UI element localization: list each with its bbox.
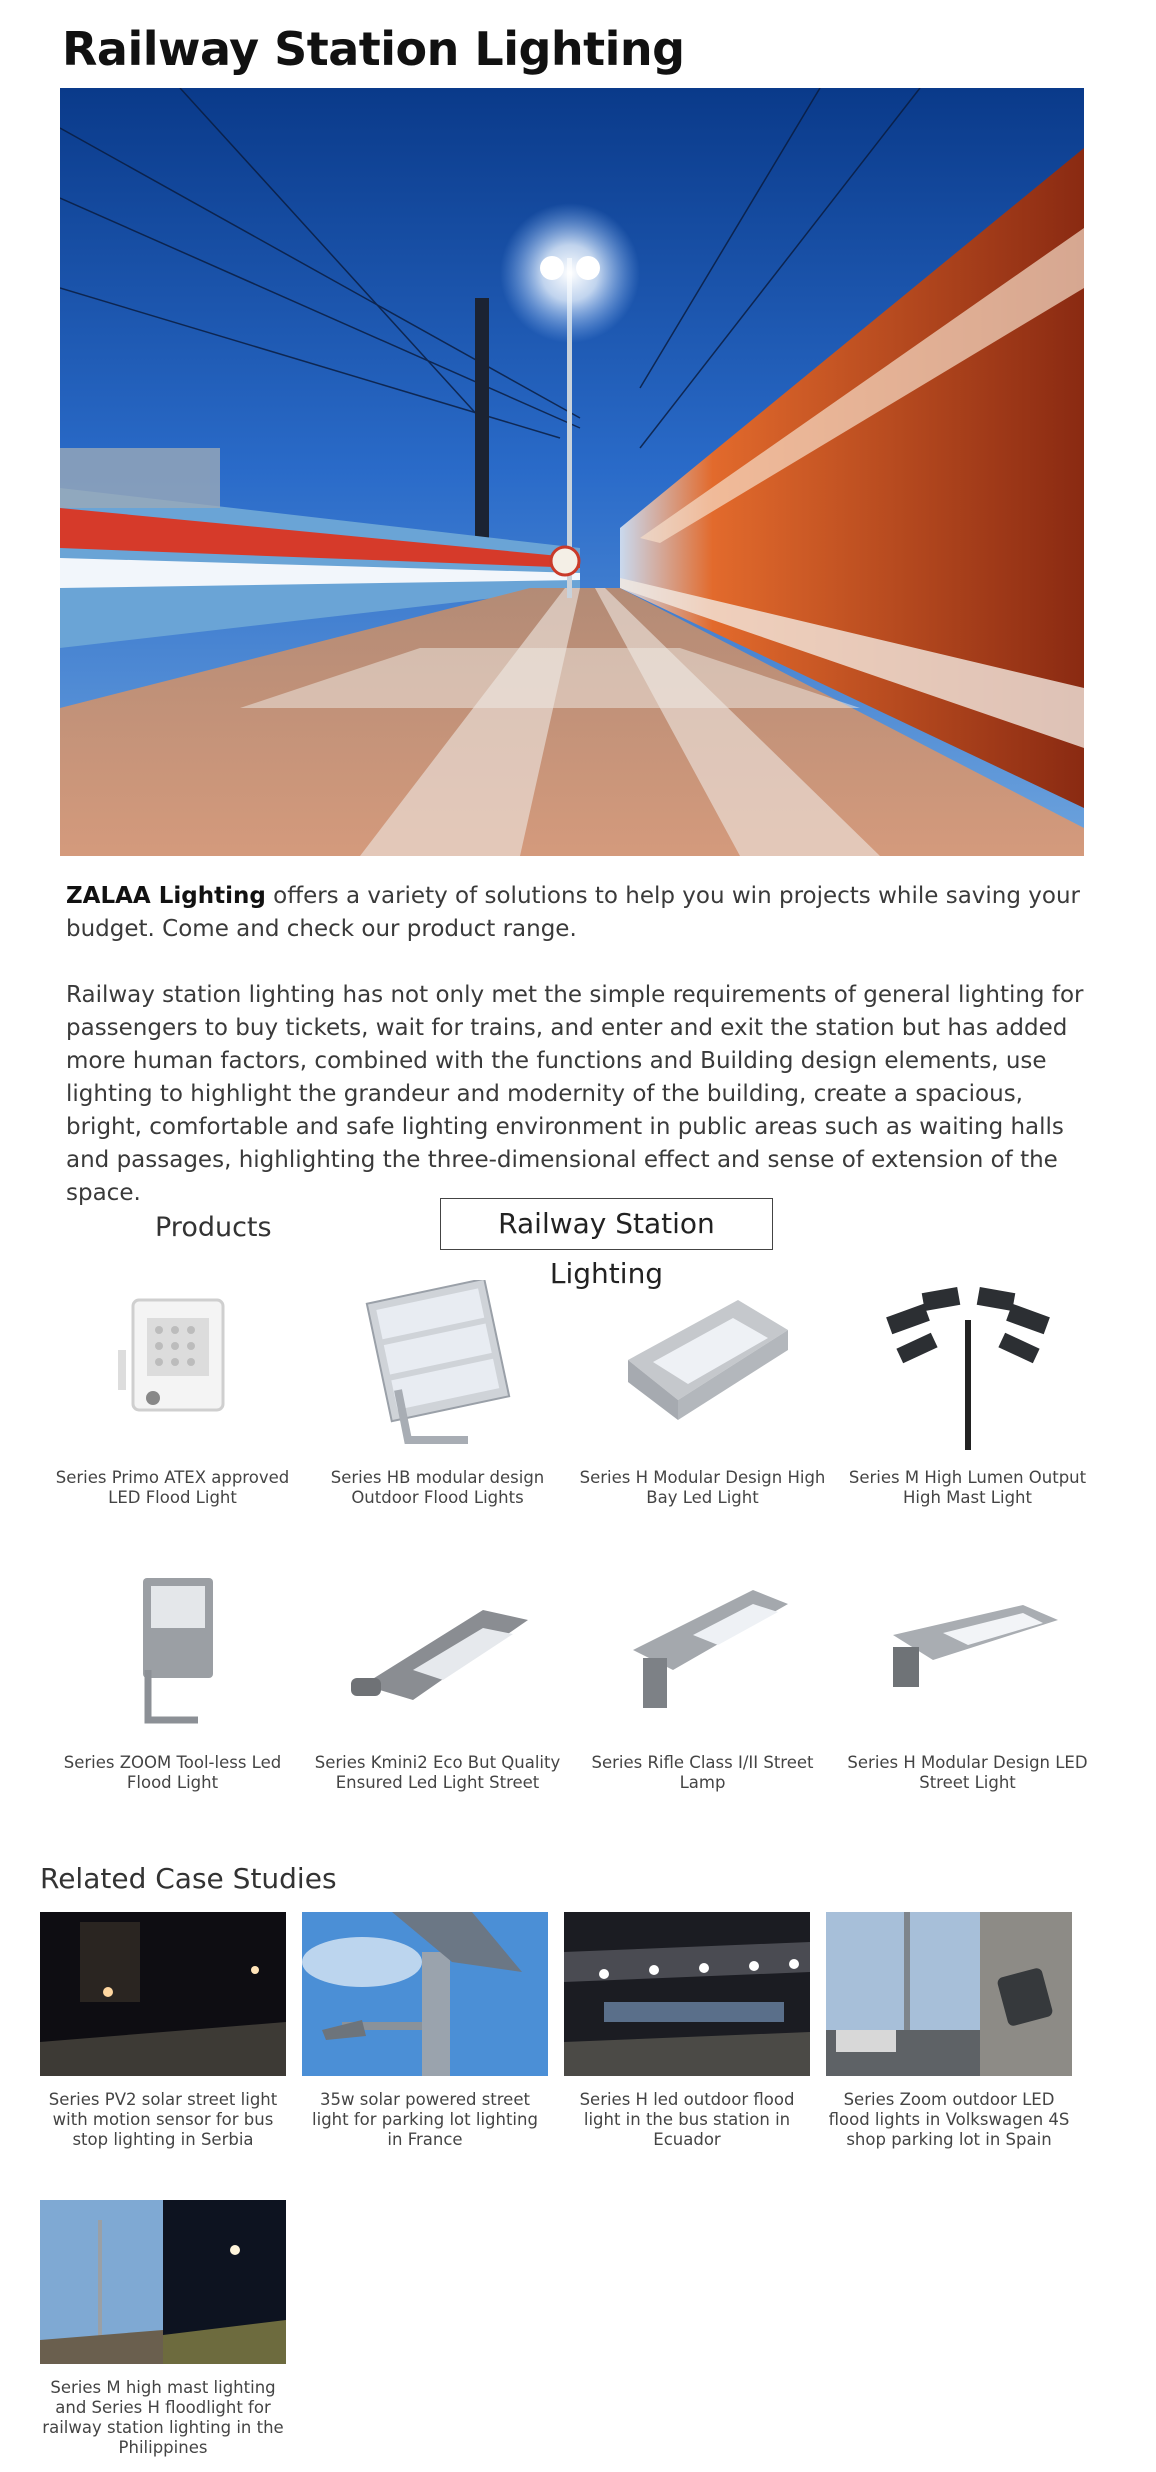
intro-text [66,880,1106,1210]
product-name[interactable]: Series Kmini2 Eco But Quality Ensured Led Light Street [314,1753,561,1792]
tab-railway-station-lighting[interactable]: Railway Station Lighting [440,1198,773,1250]
product-card[interactable] [835,1555,1100,1793]
product-card[interactable] [305,1555,570,1793]
product-name[interactable]: Series M High Lumen Output High Mast Light [848,1468,1087,1507]
rifle-street-lamp-icon[interactable] [570,1555,835,1745]
modular-flood-light-icon[interactable] [305,1270,570,1460]
product-row-1 [40,1270,1100,1508]
case-photo-ecuador[interactable] [564,1912,810,2076]
case-study-row-2 [40,2200,302,2458]
case-study-title[interactable]: Series H led outdoor flood light in the bus station in Ecuador [579,2090,795,2149]
product-name[interactable]: Series ZOOM Tool-less Led Flood Light [63,1753,282,1792]
intro-lead-text: offers a variety of solutions to help you win projects while saving your budget. Come and check our product range. [66,883,1080,942]
case-study-card[interactable] [40,1912,302,2150]
product-name[interactable]: Series Rifle Class I/II Street Lamp [591,1753,814,1792]
modular-street-light-icon[interactable] [835,1555,1100,1745]
case-study-row-1 [40,1912,1088,2150]
product-card[interactable] [835,1270,1100,1508]
case-study-card[interactable] [302,1912,564,2150]
product-row-2 [40,1555,1100,1793]
case-studies-heading: Related Case Studies [40,1862,337,1895]
case-study-title[interactable]: 35w solar powered street light for parking lot lighting in France [312,2090,538,2149]
case-photo-philippines[interactable] [40,2200,286,2364]
case-photo-serbia[interactable] [40,1912,286,2076]
page-title: Railway Station Lighting [62,22,685,76]
case-photo-spain[interactable] [826,1912,1072,2076]
case-study-card[interactable] [40,2200,302,2458]
street-light-icon[interactable] [305,1555,570,1745]
product-card[interactable] [570,1555,835,1793]
product-card[interactable] [305,1270,570,1508]
product-card[interactable] [40,1270,305,1508]
products-heading: Products [155,1212,272,1243]
product-name[interactable]: Series H Modular Design High Bay Led Light [579,1468,826,1507]
product-name[interactable]: Series H Modular Design LED Street Light [847,1753,1088,1792]
intro-description: Railway station lighting has not only met the simple requirements of general lighting for passengers to buy tickets, wait for trains, and enter and exit the station but has added more human factors, combined with the functions and Building design elements, use lighting to highlight the grandeur and modernity of the building, create a spacious, bright, comfortable and safe lighting environment in public areas such as waiting halls and passages, highlighting the three-dimensional effect and sense of extension of the space. [66,982,1084,1206]
zoom-flood-light-icon[interactable] [40,1555,305,1745]
product-card[interactable] [570,1270,835,1508]
product-name[interactable]: Series Primo ATEX approved LED Flood Light [55,1468,290,1507]
case-study-card[interactable] [564,1912,826,2150]
case-study-card[interactable] [826,1912,1088,2150]
brand-name: ZALAA Lighting [66,883,266,909]
product-card[interactable] [40,1555,305,1793]
case-study-title[interactable]: Series Zoom outdoor LED flood lights in Volkswagen 4S shop parking lot in Spain [828,2090,1070,2149]
flood-light-icon[interactable] [40,1270,305,1460]
case-study-title[interactable]: Series PV2 solar street light with motion sensor for bus stop lighting in Serbia [48,2090,278,2149]
case-photo-france[interactable] [302,1912,548,2076]
high-bay-light-icon[interactable] [570,1270,835,1460]
case-study-title[interactable]: Series M high mast lighting and Series H floodlight for railway station lighting in the Philippines [42,2378,284,2457]
railway-platform-illustration [60,88,1084,856]
product-name[interactable]: Series HB modular design Outdoor Flood Lights [330,1468,545,1507]
intro-lead [66,880,1106,946]
high-mast-light-icon[interactable] [835,1270,1100,1460]
hero-railway-image [60,88,1084,856]
